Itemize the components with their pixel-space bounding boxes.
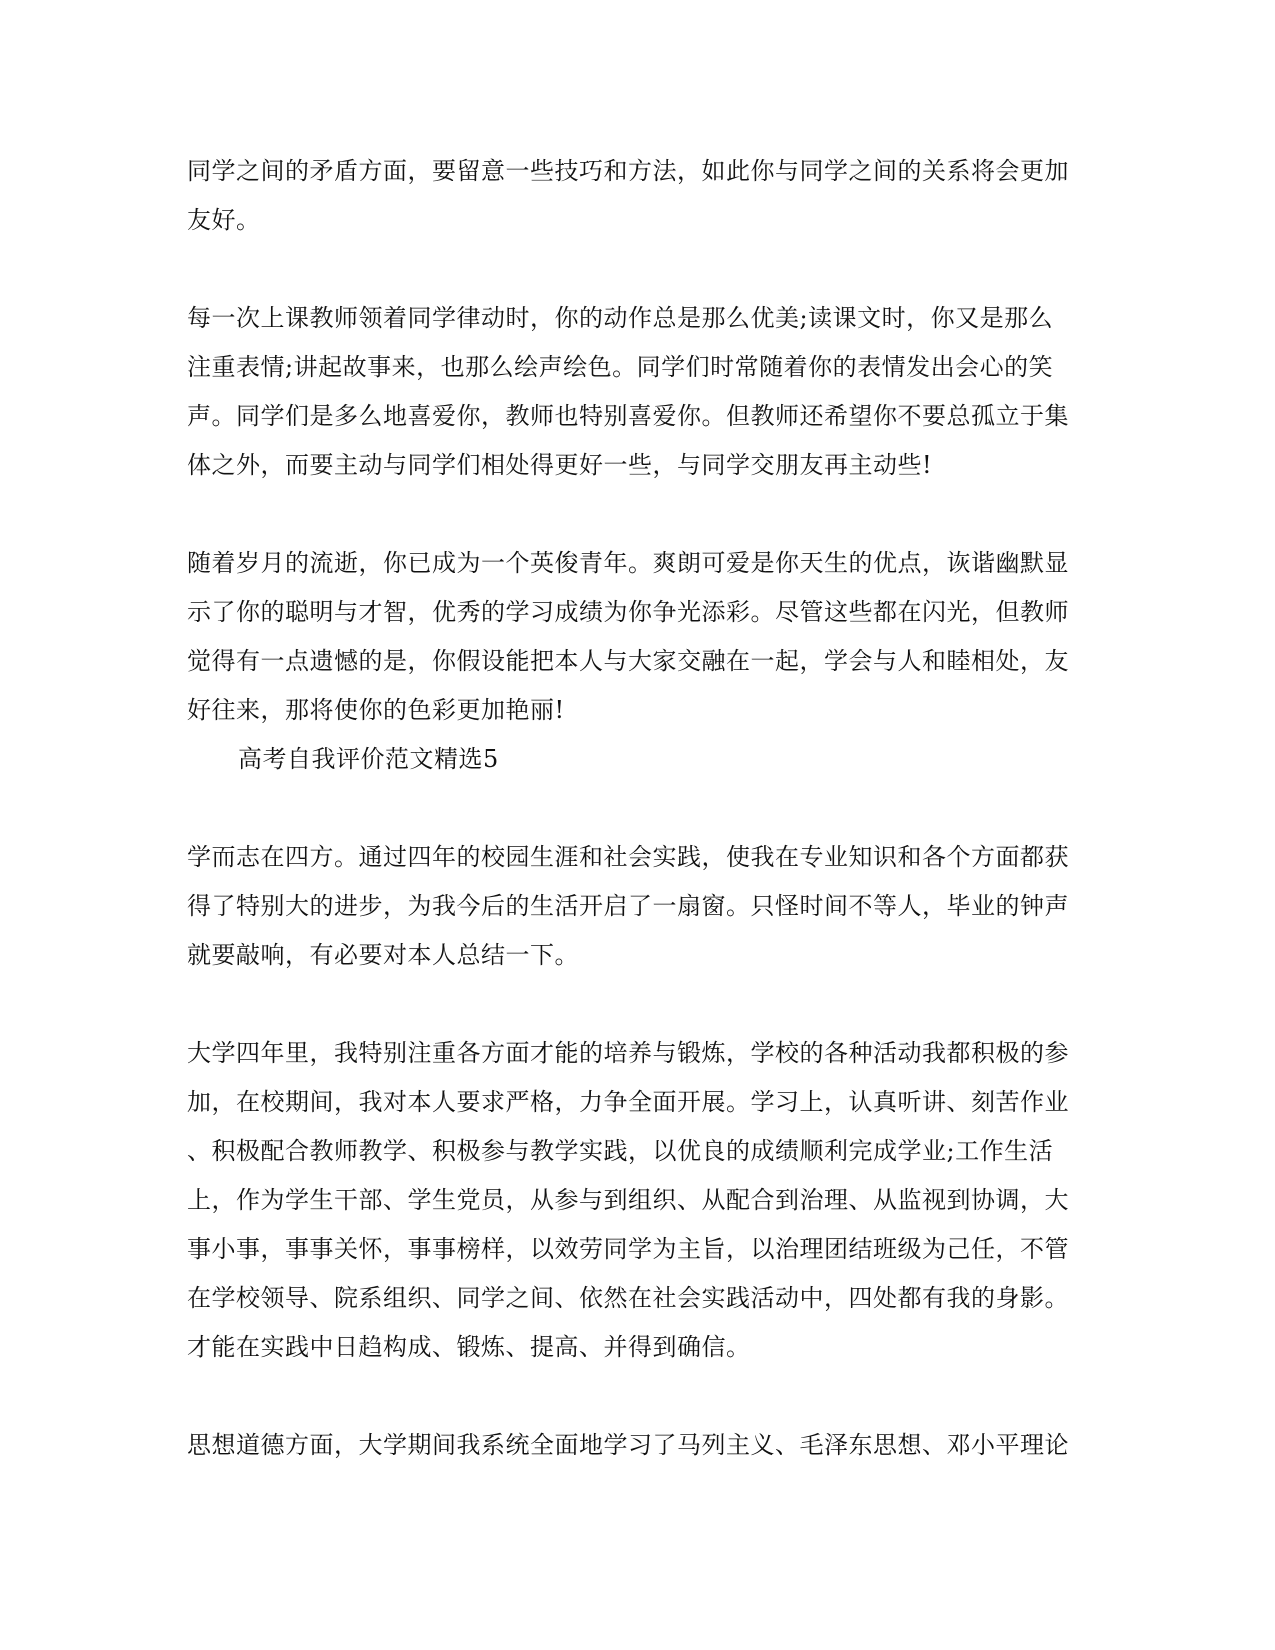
text-line: 体之外，而要主动与同学们相处得更好一些，与同学交朋友再主动些! — [187, 451, 933, 479]
text-line: 注重表情;讲起故事来，也那么绘声绘色。同学们时常随着你的表情发出会心的笑 — [187, 353, 1054, 381]
text-line: 友好。 — [187, 206, 261, 234]
text-line: 事小事，事事关怀，事事榜样，以效劳同学为主旨，以治理团结班级为己任，不管 — [187, 1235, 1069, 1263]
text-line: 就要敲响，有必要对本人总结一下。 — [187, 941, 579, 969]
paragraph-university-abilities — [187, 1029, 1087, 1372]
text-line: 学而志在四方。通过四年的校园生涯和社会实践，使我在专业知识和各个方面都获 — [187, 843, 1069, 871]
text-line: 每一次上课教师领着同学律动时，你的动作总是那么优美;读课文时，你又是那么 — [187, 304, 1054, 332]
paragraph-ideology — [187, 1421, 1087, 1470]
text-line: 大学四年里，我特别注重各方面才能的培养与锻炼，学校的各种活动我都积极的参 — [187, 1039, 1069, 1067]
paragraph-young-man — [187, 539, 1087, 735]
text-line: 好往来，那将使你的色彩更加艳丽! — [187, 696, 565, 724]
text-line: 、积极配合教师教学、积极参与教学实践，以优良的成绩顺利完成学业;工作生活 — [187, 1137, 1054, 1165]
text-line: 同学之间的矛盾方面，要留意一些技巧和方法，如此你与同学之间的关系将会更加 — [187, 157, 1069, 185]
text-line: 示了你的聪明与才智，优秀的学习成绩为你争光添彩。尽管这些都在闪光，但教师 — [187, 598, 1069, 626]
text-line: 随着岁月的流逝，你已成为一个英俊青年。爽朗可爱是你天生的优点，诙谐幽默显 — [187, 549, 1069, 577]
text-line: 上，作为学生干部、学生党员，从参与到组织、从配合到治理、从监视到协调，大 — [187, 1186, 1069, 1214]
text-line: 加，在校期间，我对本人要求严格，力争全面开展。学习上，认真听讲、刻苦作业 — [187, 1088, 1069, 1116]
text-line: 才能在实践中日趋构成、锻炼、提高、并得到确信。 — [187, 1333, 751, 1361]
paragraph-four-years — [187, 833, 1087, 980]
text-line: 得了特别大的进步，为我今后的生活开启了一扇窗。只怪时间不等人，毕业的钟声 — [187, 892, 1069, 920]
text-line: 在学校领导、院系组织、同学之间、依然在社会实践活动中，四处都有我的身影。 — [187, 1284, 1069, 1312]
text-line: 声。同学们是多么地喜爱你，教师也特别喜爱你。但教师还希望你不要总孤立于集 — [187, 402, 1069, 430]
paragraph-class-rhythm — [187, 294, 1087, 490]
text-line: 觉得有一点遗憾的是，你假设能把本人与大家交融在一起，学会与人和睦相处，友 — [187, 647, 1069, 675]
section-heading: 高考自我评价范文精选5 — [238, 745, 499, 773]
text-line: 思想道德方面，大学期间我系统全面地学习了马列主义、毛泽东思想、邓小平理论 — [187, 1431, 1069, 1459]
paragraph-classmate-conflict — [187, 147, 1087, 245]
